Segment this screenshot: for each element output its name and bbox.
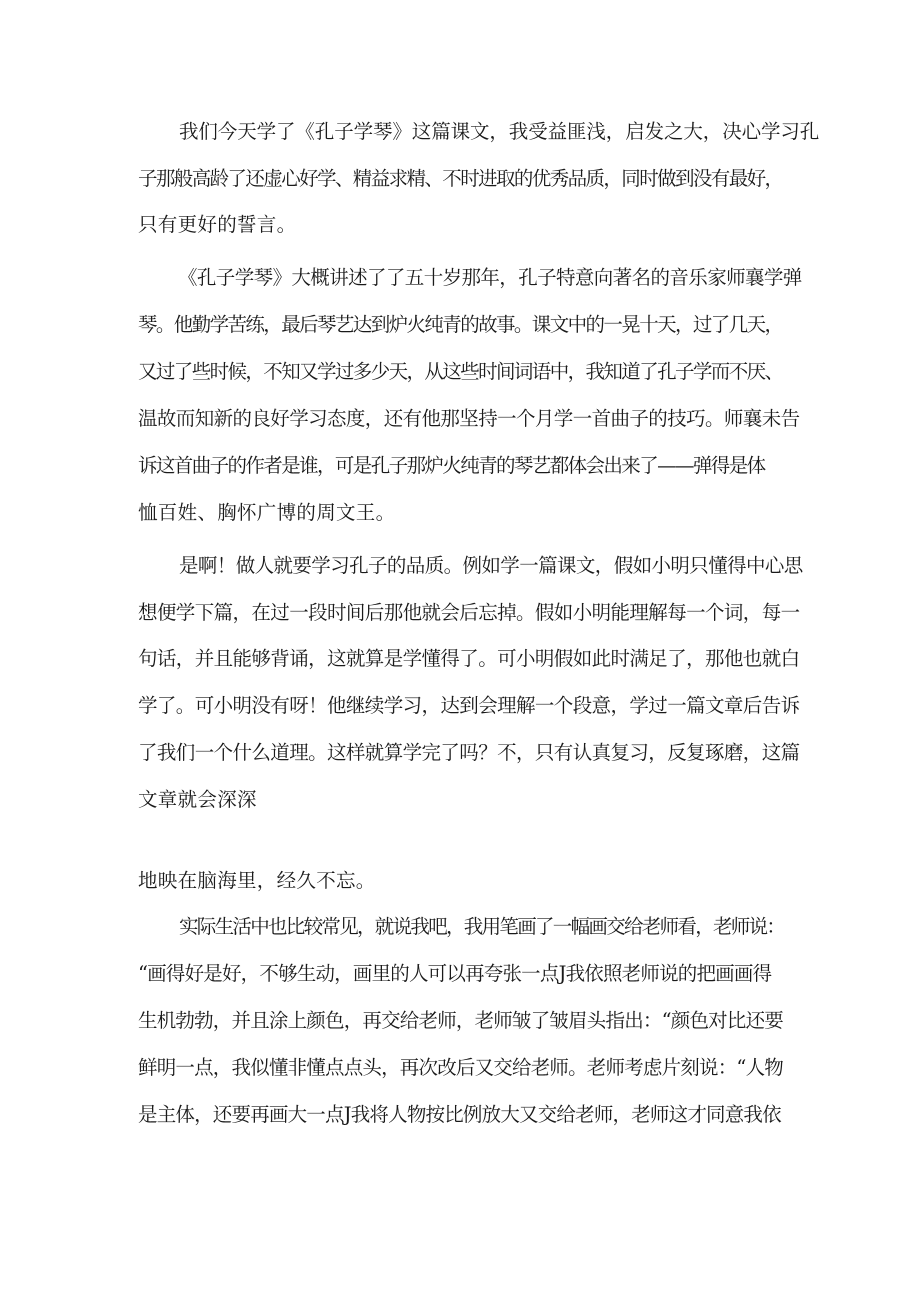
paragraph-4-line-2: “画得好是好，不够生动，画里的人可以再夸张一点J我依照老师说的把画画得 bbox=[138, 962, 772, 985]
paragraph-2-line-1: 《孔子学琴》大概讲述了了五十岁那年，孔子特意向著名的音乐家师襄学弹 bbox=[178, 266, 802, 289]
paragraph-2-line-3: 又过了些时候，不知又学过多少天，从这些时间词语中，我知道了孔子学而不厌、 bbox=[138, 360, 783, 383]
paragraph-2-line-5: 诉这首曲子的作者是谁，可是孔子那炉火纯青的琴艺都体会出来了——弹得是体 bbox=[138, 454, 765, 477]
paragraph-3-continuation: 地映在脑海里，经久不忘。 bbox=[138, 869, 376, 892]
paragraph-3-line-1: 是啊！做人就要学习孔子的品质。例如学一篇课文，假如小明只懂得中心思 bbox=[179, 554, 803, 577]
paragraph-4-line-1: 实际生活中也比较常见，就说我吧，我用笔画了一幅画交给老师看，老师说： bbox=[179, 915, 785, 938]
paragraph-1-line-3: 只有更好的誓言。 bbox=[138, 213, 297, 236]
paragraph-3-line-5: 了我们一个什么道理。这样就算学完了吗？不，只有认真复习，反复琢磨，这篇 bbox=[138, 741, 800, 764]
paragraph-4-line-5: 是主体，还要再画大一点J我将人物按比例放大又交给老师，老师这才同意我依 bbox=[138, 1103, 781, 1126]
paragraph-4-line-3: 生机勃勃，并且涂上颜色，再交给老师，老师皱了皱眉头指出：“颜色对比还要 bbox=[138, 1009, 783, 1032]
paragraph-3-line-2: 想便学下篇，在过一段时间后那他就会后忘掉。假如小明能理解每一个词，每一 bbox=[138, 601, 800, 624]
paragraph-1-line-1: 我们今天学了《孔子学琴》这篇课文，我受益匪浅，启发之大，决心学习孔 bbox=[179, 120, 820, 143]
paragraph-3-line-3: 句话，并且能够背诵，这就算是学懂得了。可小明假如此时满足了，那他也就白 bbox=[138, 647, 800, 670]
paragraph-2-line-6: 恤百姓、胸怀广博的周文王。 bbox=[138, 501, 396, 524]
paragraph-3-line-4: 学了。可小明没有呀！他继续学习，达到会理解一个段意，学过一篇文章后告诉 bbox=[138, 694, 800, 717]
paragraph-4-line-4: 鲜明一点，我似懂非懂点点头，再次改后又交给老师。老师考虑片刻说：“人物 bbox=[138, 1056, 783, 1079]
paragraph-1-line-2: 子那般高龄了还虚心好学、精益求精、不时进取的优秀品质，同时做到没有最好， bbox=[138, 167, 783, 190]
paragraph-3-line-6: 文章就会深深 bbox=[138, 788, 257, 811]
paragraph-2-line-4: 温故而知新的良好学习态度，还有他那坚持一个月学一首曲子的技巧。师襄未告 bbox=[138, 407, 800, 430]
paragraph-2-line-2: 琴。他勤学苦练，最后琴艺达到炉火纯青的故事。课文中的一晃十天，过了几天， bbox=[138, 313, 783, 336]
